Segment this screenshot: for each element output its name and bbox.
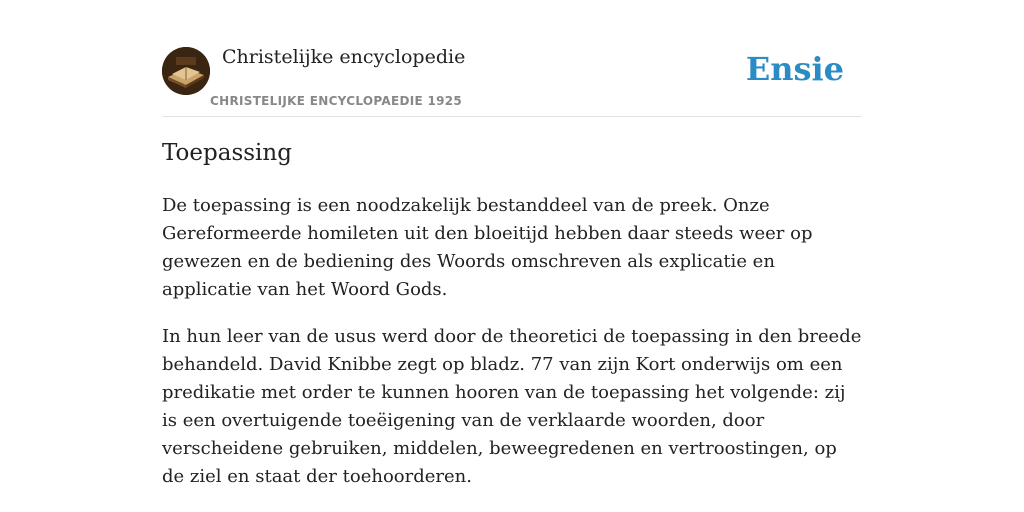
article-title: Toepassing xyxy=(162,140,292,166)
source-title[interactable]: Christelijke encyclopedie xyxy=(222,46,466,68)
article-body xyxy=(162,192,862,510)
source-subtitle: CHRISTELIJKE ENCYCLOPAEDIE 1925 xyxy=(210,94,463,108)
book-icon xyxy=(162,47,210,95)
article-paragraph: De toepassing is een noodzakelijk bestanddeel van de preek. Onze Gereformeerde homileten uit den bloeitijd hebben daar steeds weer op gewezen en de bediening des Woords omschreven als explicatie en applicatie van het Woord Gods. xyxy=(162,195,813,300)
source-avatar[interactable] xyxy=(162,47,210,95)
ensie-logo[interactable]: Ensie xyxy=(745,50,844,88)
source-header xyxy=(162,40,862,117)
article-paragraph: In hun leer van de usus werd door de theoretici de toepassing in den breede behandeld. David Knibbe zegt op bladz. 77 van zijn Kort onderwijs om een predikatie met order te kunnen hooren van de toepassing het volgende: zij is een overtuigende toeëigening van de verklaarde woorden, door verscheidene gebruiken, middelen, beweegredenen en vertroostingen, op de ziel en staat der toehoorderen. xyxy=(162,326,862,487)
